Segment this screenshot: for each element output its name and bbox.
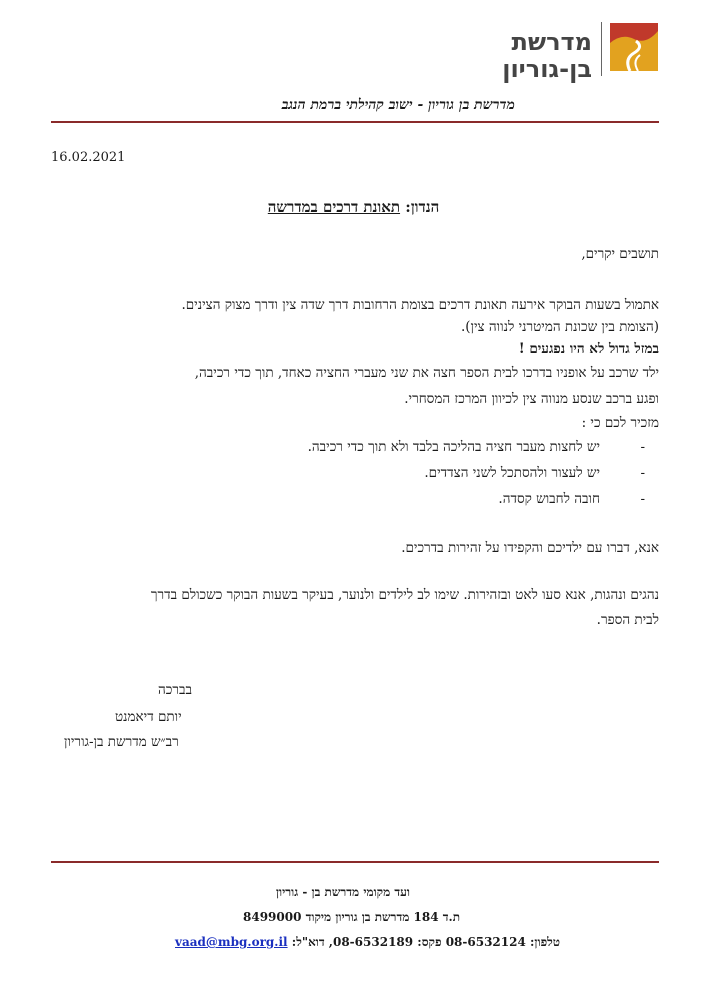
greeting: תושבים יקרים,	[581, 246, 659, 262]
paragraph-3: אנא, דברו עם ילדיכם והקפידו על זהירות בדרכים.	[401, 540, 659, 556]
logo-divider	[601, 22, 602, 76]
bullet-marker: -	[640, 491, 645, 507]
list-item-text: יש לחצות מעבר חציה בהליכה בלבד ולא תוך כדי רכיבה.	[307, 439, 600, 455]
paragraph-4-line-2: לבית הספר.	[596, 612, 659, 628]
subject-prefix: הנדון:	[405, 198, 440, 216]
logo-icon	[610, 23, 658, 71]
bullet-marker: -	[640, 439, 645, 455]
subject-text: תאונת דרכים במדרשה	[267, 198, 401, 216]
paragraph-2-line-2: ופגע ברכב שנסע מנווה צין לכיוון המרכז המסחרי.	[404, 391, 659, 407]
letter-date: 16.02.2021	[51, 150, 126, 165]
reminder-intro: מזכיר לכם כי :	[581, 415, 659, 431]
footer-contact	[175, 935, 560, 950]
paragraph-4-line-1: נהגים ונהגות, אנא סעו לאט ובזהירות. שימו לב לילדים ולנוער, בעיקר בשעות הבוקר כשכולם בדרך	[150, 587, 659, 603]
footer-email-link[interactable]: vaad@mbg.org.il	[175, 935, 288, 949]
footer-address: ת.ד 184 מדרשת בן גוריון מיקוד 8499000	[243, 910, 461, 924]
letter-subject	[0, 198, 707, 217]
paragraph-2-line-1: ילד שרכב על אופניו בדרכו לבית הספר חצה את שני מעברי החציה כאחד, תוך כדי רכיבה,	[194, 365, 659, 381]
list-item-text: יש לעצור ולהסתכל לשני הצדדים.	[424, 465, 600, 481]
header-tagline: מדרשת בן גוריון - ישוב קהילתי ברמת הנגב	[281, 97, 515, 113]
signature-role: רב״ש מדרשת בן-גוריון	[64, 734, 179, 750]
logo-text-line2: בן-גוריון	[502, 55, 592, 83]
footer-contact-text: טלפון: 08-6532124 פקס: 08-6532189, דוא"ל:	[291, 935, 560, 949]
bullet-marker: -	[640, 465, 645, 481]
signature-name: יותם דיאמנט	[115, 709, 182, 725]
bottom-divider	[51, 861, 659, 863]
logo-text-line1: מדרשת	[511, 28, 592, 56]
paragraph-1-line-2: (הצומת בין שכונת המיטרני לנווה צין).	[461, 319, 659, 335]
top-divider	[51, 121, 659, 123]
signature-closing: בברכה	[158, 682, 193, 698]
list-item-text: חובה לחבוש קסדה.	[498, 491, 600, 507]
paragraph-1-line-1: אתמול בשעות הבוקר אירעה תאונת דרכים בצומת הרחובות דרך שדה צין ודרך מצוק הצינים.	[181, 297, 659, 313]
no-injuries-line: במזל גדול לא היו נפגעים !	[518, 341, 659, 357]
logo-mark	[610, 23, 658, 71]
footer-org: ועד מקומי מדרשת בן - גוריון	[276, 885, 411, 899]
